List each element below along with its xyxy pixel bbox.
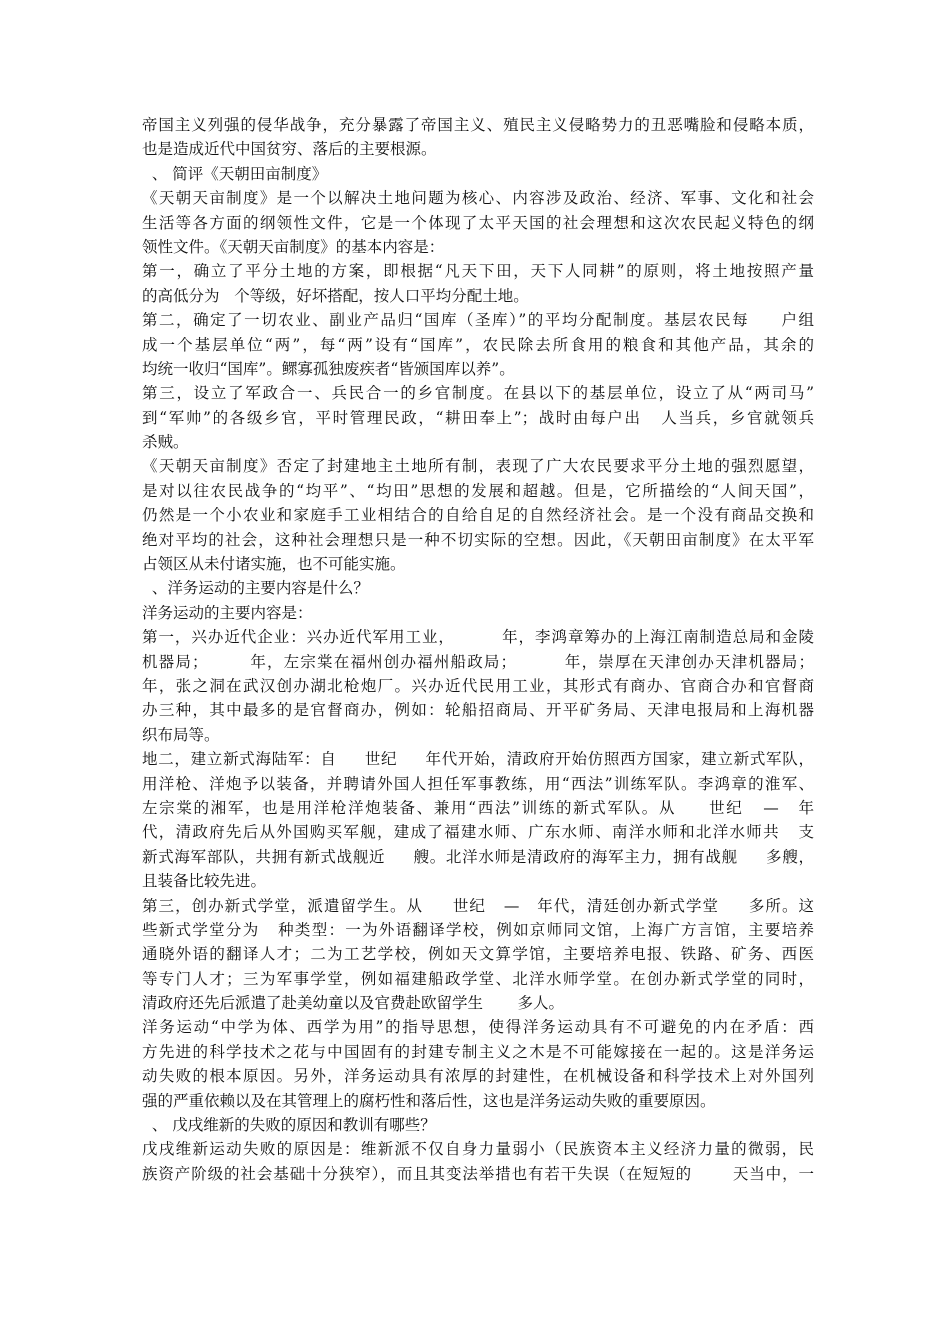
text-line: 通晓外语的翻译人才；二为工艺学校，例如天文算学馆，主要培养电报、铁路、矿务、西医 (142, 945, 814, 964)
text-line: 新式海军部队，共拥有新式战舰近 艘。北洋水师是清政府的海军主力，拥有战舰 多艘， (142, 847, 814, 866)
text-line: 第一，确立了平分土地的方案，即根据“凡天下田，天下人同耕”的原则，将土地按照产量 (142, 262, 814, 281)
section-heading: 、 简评《天朝田亩制度》 (142, 164, 328, 183)
text-line: 也是造成近代中国贫穷、落后的主要根源。 (142, 140, 437, 159)
text-line: 戊戌维新运动失败的原因是：维新派不仅自身力量弱小（民族资本主义经济力量的微弱，民 (142, 1140, 814, 1159)
text-line: 地二，建立新式海陆军：自 世纪 年代开始，清政府开始仿照西方国家，建立新式军队， (142, 750, 814, 769)
text-line: 些新式学堂分为 种类型：一为外语翻译学校，例如京师同文馆，上海广方言馆，主要培养 (142, 920, 814, 939)
text-line: 占领区从未付诸实施，也不可能实施。 (142, 555, 406, 574)
text-line: 是对以往农民战争的“均平”、“均田”思想的发展和超越。但是，它所描绘的“人间天国”， (142, 481, 814, 500)
text-line: 织布局等。 (142, 725, 220, 744)
text-line: 仍然是一个小农业和家庭手工业相结合的自给自足的自然经济社会。是一个没有商品交换和 (142, 506, 814, 525)
text-line: 《天朝天亩制度》否定了封建地主土地所有制，表现了广大农民要求平分土地的强烈愿望， (142, 457, 814, 476)
text-line: 机器局； 年，左宗棠在福州创办福州船政局； 年，崇厚在天津创办天津机器局； (142, 652, 814, 671)
text-line: 均统一收归“国库”。鳏寡孤独废疾者“皆颁国库以养”。 (142, 359, 515, 378)
text-line: 洋务运动“中学为体、西学为用”的指导思想，使得洋务运动具有不可避免的内在矛盾：西 (142, 1018, 814, 1037)
text-line: 帝国主义列强的侵华战争，充分暴露了帝国主义、殖民主义侵略势力的丑恶嘴脸和侵略本质， (142, 116, 814, 134)
text-line: 族资产阶级的社会基础十分狭窄），而且其变法举措也有若干失误（在短短的 天当中，一 (142, 1164, 814, 1183)
text-line: 成一个基层单位“两”，每“两”设有“国库”，农民除去所食用的粮食和其他产品，其余的 (142, 335, 814, 354)
text-line: 第三，创办新式学堂，派遣留学生。从 世纪 — 年代，清廷创办新式学堂 多所。这 (142, 896, 814, 915)
section-heading: 、 戊戌维新的失败的原因和教训有哪些？ (142, 1116, 436, 1135)
text-line: 年，张之洞在武汉创办湖北枪炮厂。兴办近代民用工业，其形式有商办、官商合办和官督商 (142, 676, 814, 695)
text-line: 方先进的科学技术之花与中国固有的封建专制主义之木是不可能嫁接在一起的。这是洋务运 (142, 1042, 814, 1061)
text-line: 到“军帅”的各级乡官，平时管理民政，“耕田奉上”；战时由每户出 人当兵，乡官就领兵 (142, 408, 814, 427)
text-line: 的高低分为 个等级，好坏搭配，按人口平均分配土地。 (142, 286, 529, 305)
text-line: 强的严重依赖以及在其管理上的腐朽性和落后性，这也是洋务运动失败的重要原因。 (142, 1091, 716, 1110)
text-line: 等专门人才；三为军事学堂，例如福建船政学堂、北洋水师学堂。在创办新式学堂的同时， (142, 969, 814, 988)
text-line: 办三种，其中最多的是官督商办，例如：轮船招商局、开平矿务局、天津电报局和上海机器 (142, 701, 814, 720)
text-line: 清政府还先后派遣了赴美幼童以及官费赴欧留学生 多人。 (142, 994, 564, 1013)
text-line: 生活等各方面的纲领性文件，它是一个体现了太平天国的社会理想和这次农民起义特色的纲 (142, 213, 814, 232)
text-line: 且装备比较先进。 (142, 872, 267, 891)
text-line: 代，清政府先后从外国购买军舰，建成了福建水师、广东水师、南洋水师和北洋水师共 支 (142, 823, 814, 842)
text-line: 第一，兴办近代企业：兴办近代军用工业， 年，李鸿章筹办的上海江南制造总局和金陵 (142, 628, 814, 647)
text-line: 动失败的根本原因。另外，洋务运动具有浓厚的封建性，在机械设备和科学技术上对外国列 (142, 1067, 814, 1086)
document-page (142, 113, 814, 1186)
text-line: 用洋枪、洋炮予以装备，并聘请外国人担任军事教练，用“西法”训练军队。李鸿章的淮军、 (142, 774, 814, 793)
section-heading: 、洋务运动的主要内容是什么？ (142, 579, 369, 598)
text-line: 绝对平均的社会，这种社会理想只是一种不切实际的空想。因此，《天朝田亩制度》在太平军 (142, 530, 814, 549)
text-line: 洋务运动的主要内容是： (142, 603, 313, 622)
text-line: 第三，设立了军政合一、兵民合一的乡官制度。在县以下的基层单位，设立了从“两司马” (142, 384, 814, 403)
text-line: 领性文件。《天朝天亩制度》的基本内容是： (142, 237, 445, 256)
text-line: 左宗棠的湘军，也是用洋枪洋炮装备、兼用“西法”训练的新式军队。从 世纪 — 年 (142, 798, 814, 817)
text-line: 第二，确定了一切农业、副业产品归“国库（圣库）”的平均分配制度。基层农民每 户组 (142, 311, 814, 330)
text-line: 杀贼。 (142, 433, 189, 452)
text-line: 《天朝天亩制度》是一个以解决土地问题为核心、内容涉及政治、经济、军事、文化和社会 (142, 189, 814, 208)
